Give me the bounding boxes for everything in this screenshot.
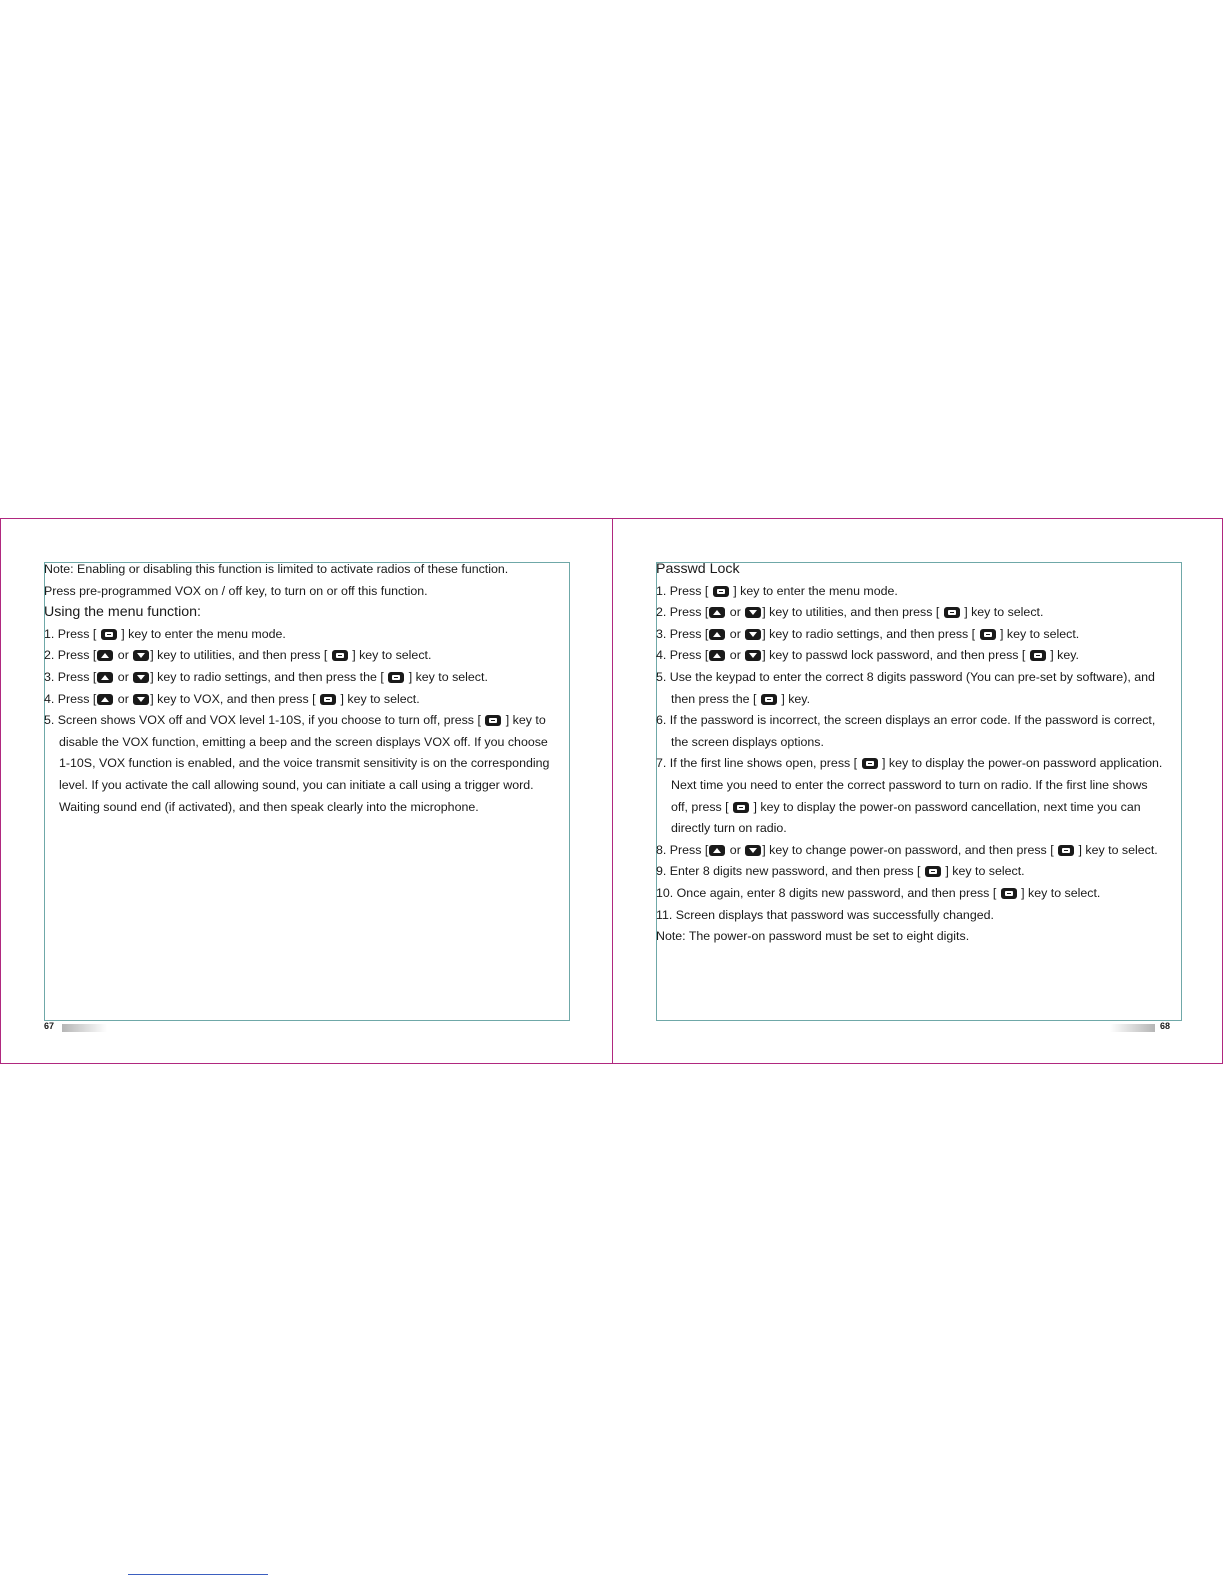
- up-arrow-key-icon: [97, 650, 113, 661]
- page-number-bar-left: [62, 1024, 107, 1032]
- up-arrow-key-icon: [709, 629, 725, 640]
- step-9: 9. Enter 8 digits new password, and then press [ ] key to select.: [656, 864, 1025, 879]
- step-5-continued: then press the [ ] key.: [671, 691, 811, 706]
- page-fold-divider: [612, 518, 613, 1064]
- step-7-continued: Next time you need to enter the correct password to turn on radio. If the first line shows: [671, 777, 1148, 792]
- menu-key-icon: [388, 672, 404, 683]
- down-arrow-key-icon: [745, 629, 761, 640]
- step-5: 5. Use the keypad to enter the correct 8 digits password (You can pre-set by software), and: [656, 669, 1155, 684]
- step-6: 6. If the password is incorrect, the screen displays an error code. If the password is correct,: [656, 713, 1156, 728]
- menu-key-icon: [320, 694, 336, 705]
- step-5: 5. Screen shows VOX off and VOX level 1-10S, if you choose to turn off, press [ ] key to: [44, 713, 546, 728]
- right-page-content: [656, 559, 1196, 948]
- step-5-continued: Waiting sound end (if activated), and then speak clearly into the microphone.: [59, 799, 479, 814]
- menu-key-icon: [332, 650, 348, 661]
- menu-key-icon: [761, 694, 777, 705]
- up-arrow-key-icon: [97, 694, 113, 705]
- menu-key-icon: [862, 758, 878, 769]
- step-3: 3. Press [ or ] key to radio settings, and then press the [ ] key to select.: [44, 669, 488, 684]
- step-2: 2. Press [ or ] key to utilities, and then press [ ] key to select.: [656, 605, 1044, 620]
- down-arrow-key-icon: [745, 607, 761, 618]
- step-11: 11. Screen displays that password was successfully changed.: [656, 907, 994, 922]
- footer-rule: [128, 1574, 268, 1575]
- step-10: 10. Once again, enter 8 digits new password, and then press [ ] key to select.: [656, 885, 1101, 900]
- menu-key-icon: [944, 607, 960, 618]
- menu-function-heading: Using the menu function:: [44, 604, 201, 621]
- down-arrow-key-icon: [133, 672, 149, 683]
- passwd-lock-title: Passwd Lock: [656, 561, 740, 577]
- down-arrow-key-icon: [133, 694, 149, 705]
- step-7-continued: off, press [ ] key to display the power-on password cancellation, next time you can: [671, 799, 1141, 814]
- down-arrow-key-icon: [133, 650, 149, 661]
- step-4: 4. Press [ or ] key to VOX, and then press [ ] key to select.: [44, 691, 420, 706]
- step-7-continued: directly turn on radio.: [671, 821, 787, 836]
- step-7: 7. If the first line shows open, press [ ] key to display the power-on password application.: [656, 756, 1163, 771]
- step-6-continued: the screen displays options.: [671, 734, 824, 749]
- menu-key-icon: [980, 629, 996, 640]
- step-4: 4. Press [ or ] key to passwd lock password, and then press [ ] key.: [656, 648, 1079, 663]
- up-arrow-key-icon: [709, 845, 725, 856]
- step-1: 1. Press [ ] key to enter the menu mode.: [656, 583, 898, 598]
- down-arrow-key-icon: [745, 650, 761, 661]
- note-line: Note: The power-on password must be set to eight digits.: [656, 929, 970, 944]
- menu-key-icon: [733, 802, 749, 813]
- step-5-continued: 1-10S, VOX function is enabled, and the voice transmit sensitivity is on the corresponding: [59, 756, 550, 771]
- menu-key-icon: [101, 629, 117, 640]
- note-line: Note: Enabling or disabling this function is limited to activate radios of these function.: [44, 562, 509, 576]
- up-arrow-key-icon: [97, 672, 113, 683]
- step-5-continued: level. If you activate the call allowing sound, you can initiate a call using a trigger word.: [59, 777, 534, 792]
- step-5-continued: disable the VOX function, emitting a beep and the screen displays VOX off. If you choose: [59, 734, 548, 749]
- step-1: 1. Press [ ] key to enter the menu mode.: [44, 626, 286, 641]
- menu-key-icon: [925, 866, 941, 877]
- up-arrow-key-icon: [709, 607, 725, 618]
- page-number-right: 68: [1160, 1021, 1171, 1031]
- down-arrow-key-icon: [745, 845, 761, 856]
- step-3: 3. Press [ or ] key to radio settings, and then press [ ] key to select.: [656, 626, 1080, 641]
- menu-key-icon: [1001, 888, 1017, 899]
- step-2: 2. Press [ or ] key to utilities, and then press [ ] key to select.: [44, 648, 432, 663]
- up-arrow-key-icon: [709, 650, 725, 661]
- menu-key-icon: [485, 715, 501, 726]
- page-number-bar-right: [1110, 1024, 1155, 1032]
- left-page-content: [44, 559, 584, 818]
- menu-key-icon: [1030, 650, 1046, 661]
- step-8: 8. Press [ or ] key to change power-on password, and then press [ ] key to select.: [656, 842, 1158, 857]
- menu-key-icon: [713, 586, 729, 597]
- page-number-left: 67: [44, 1021, 55, 1031]
- menu-key-icon: [1058, 845, 1074, 856]
- vox-key-line: Press pre-programmed VOX on / off key, to turn on or off this function.: [44, 583, 428, 598]
